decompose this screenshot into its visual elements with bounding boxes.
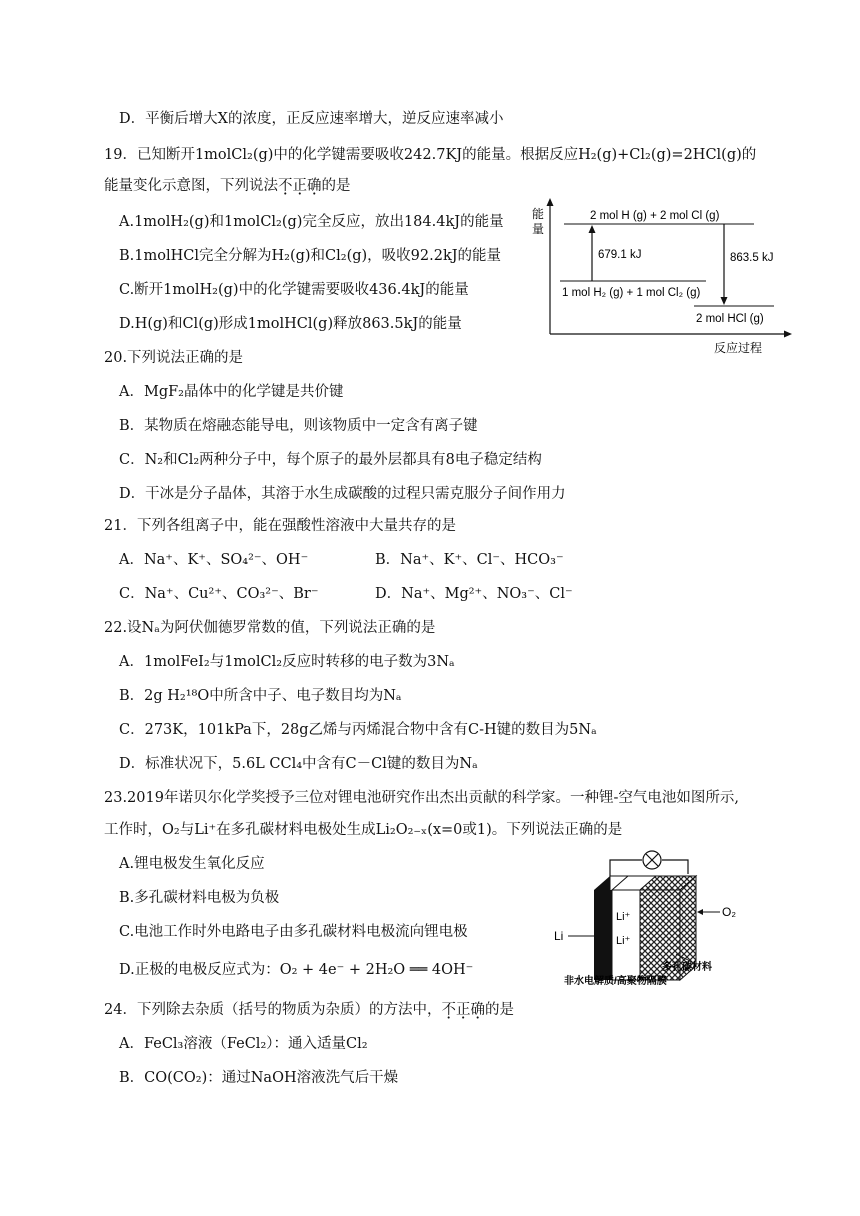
li-label: Li [554, 929, 564, 943]
o2-label: O₂ [722, 905, 736, 919]
q21-stem: 21．下列各组离子中，能在强酸性溶液中大量共存的是 [104, 518, 456, 534]
x-axis-arrow-icon [784, 331, 792, 338]
q22-option-b: B．2g H₂¹⁸O中所含中子、电子数目均为Nₐ [119, 688, 402, 704]
emphasis-char: 不 [278, 178, 293, 194]
membrane-label: 非水电解质/高聚物隔膜 [564, 976, 667, 986]
q19-stem-line2: 能量变化示意图，下列说法不正确的是 [104, 178, 351, 194]
q22-option-a: A．1molFeI₂与1molCl₂反应时转移的电子数为3Nₐ [119, 654, 455, 670]
q18-option-d: D．平衡后增大X的浓度，正反应速率增大，逆反应速率减小 [119, 111, 504, 127]
emphasis-char: 不 [441, 1002, 456, 1018]
q20-stem: 20.下列说法正确的是 [104, 350, 244, 366]
li-air-battery-diagram [552, 846, 742, 986]
q24-option-a: A．FeCl₃溶液（FeCl₂）：通入适量Cl₂ [119, 1036, 368, 1052]
porous-carbon-label: 多孔碳材料 [662, 962, 712, 973]
emphasis-char: 正 [292, 178, 307, 194]
q24-option-b: B．CO(CO₂)：通过NaOH溶液洗气后干燥 [119, 1070, 399, 1086]
q21-option-b: B．Na⁺、K⁺、Cl⁻、HCO₃⁻ [375, 552, 564, 568]
o2-arrow-icon [697, 909, 703, 915]
q20-option-d: D．干冰是分子晶体，其溶于水生成碳酸的过程只需克服分子间作用力 [119, 486, 566, 502]
q22-stem: 22.设Nₐ为阿伏伽德罗常数的值，下列说法正确的是 [104, 620, 436, 636]
y-axis-arrow-icon [547, 198, 554, 206]
q22-option-d: D．标准状况下，5.6L CCl₄中含有C－Cl键的数目为Nₐ [119, 756, 478, 772]
down-energy-label: 863.5 kJ [730, 252, 774, 264]
q23-option-a: A.锂电极发生氧化反应 [119, 856, 265, 872]
q23-option-c: C.电池工作时外电路电子由多孔碳材料电极流向锂电极 [119, 924, 468, 940]
q23-stem-line2: 工作时，O₂与Li⁺在多孔碳材料电极处生成Li₂O₂₋ₓ(x=0或1)。下列说法正确的是 [104, 822, 623, 838]
q21-option-a: A．Na⁺、K⁺、SO₄²⁻、OH⁻ [119, 552, 309, 568]
y-axis-label-2: 量 [532, 222, 545, 236]
x-axis-label: 反应过程 [714, 341, 763, 355]
q23-option-b: B.多孔碳材料电极为负极 [119, 890, 280, 906]
y-axis-label-1: 能 [532, 207, 545, 221]
q20-option-b: B．某物质在熔融态能导电，则该物质中一定含有离子键 [119, 418, 478, 434]
bottom-level-label: 2 mol HCl (g) [696, 313, 764, 325]
li-ion-label-2: Li⁺ [616, 935, 631, 947]
emphasis-char: 确 [470, 1002, 485, 1018]
q19-option-c: C.断开1molH₂(g)中的化学键需要吸收436.4kJ的能量 [119, 282, 469, 298]
emphasis-char: 确 [307, 178, 322, 194]
energy-level-diagram [528, 196, 798, 361]
q21-option-c: C．Na⁺、Cu²⁺、CO₃²⁻、Br⁻ [119, 586, 319, 602]
li-ion-label-1: Li⁺ [616, 911, 631, 923]
q19-stem-line1: 19．已知断开1molCl₂(g)中的化学键需要吸收242.7KJ的能量。根据反应H₂(g)+Cl₂(g)=2HCl(g)的 [104, 147, 757, 163]
q20-option-a: A．MgF₂晶体中的化学键是共价键 [119, 384, 344, 400]
emphasis-char: 正 [455, 1002, 471, 1018]
q19-option-a: A.1molH₂(g)和1molCl₂(g)完全反应，放出184.4kJ的能量 [119, 214, 504, 230]
top-level-label: 2 mol H (g) + 2 mol Cl (g) [590, 210, 720, 222]
q22-option-c: C．273K，101kPa下，28g乙烯与丙烯混合物中含有C-H键的数目为5Nₐ [119, 722, 597, 738]
q20-option-c: C．N₂和Cl₂两种分子中，每个原子的最外层都具有8电子稳定结构 [119, 452, 542, 468]
mid-level-label: 1 mol H₂ (g) + 1 mol Cl₂ (g) [562, 287, 701, 299]
down-arrow-icon [721, 297, 728, 305]
up-energy-label: 679.1 kJ [598, 249, 642, 261]
q19-option-d: D.H(g)和Cl(g)形成1molHCl(g)释放863.5kJ的能量 [119, 316, 462, 332]
q24-stem: 24．下列除去杂质（括号的物质为杂质）的方法中，不正确的是 [104, 1002, 514, 1018]
q23-option-d: D.正极的电极反应式为：O₂ + 4e⁻ + 2H₂O ══ 4OH⁻ [119, 962, 474, 978]
up-arrow-icon [589, 225, 596, 233]
q21-option-d: D．Na⁺、Mg²⁺、NO₃⁻、Cl⁻ [375, 586, 573, 602]
q19-option-b: B.1molHCl完全分解为H₂(g)和Cl₂(g)，吸收92.2kJ的能量 [119, 248, 502, 264]
q23-stem-line1: 23.2019年诺贝尔化学奖授予三位对锂电池研究作出杰出贡献的科学家。一种锂-空气电池如图所示, [104, 790, 739, 806]
